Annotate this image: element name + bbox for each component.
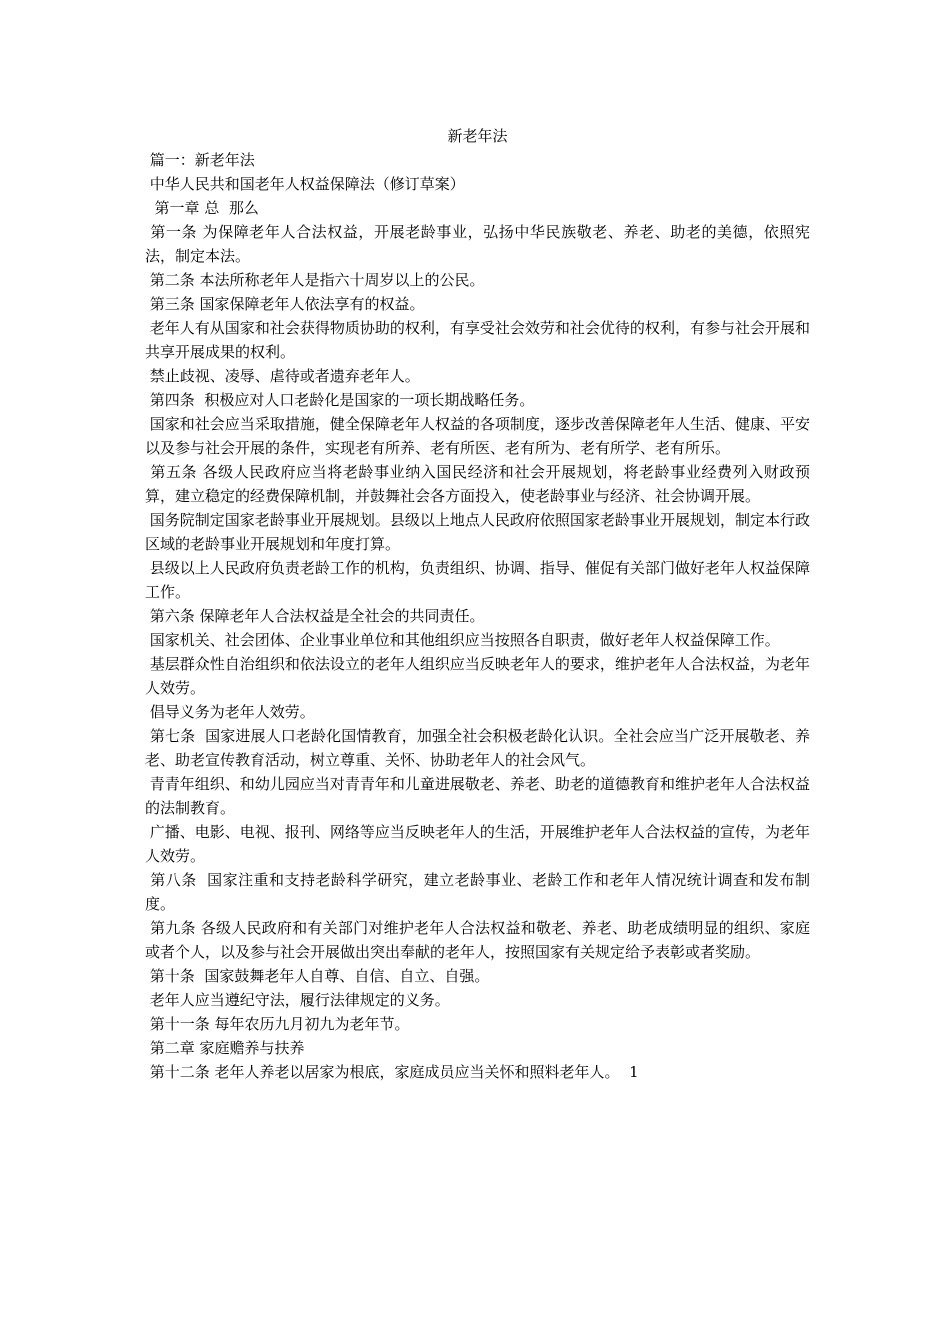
paragraph: 第十二条 老年人养老以居家为根底，家庭成员应当关怀和照料老年人。 1 bbox=[145, 1063, 639, 1081]
document-body bbox=[145, 148, 810, 1084]
paragraph: 国务院制定国家老龄事业开展规划。县级以上地点人民政府依照国家老龄事业开展规划，制定本行政区域的老龄事业开展规划和年度打算。 bbox=[145, 511, 810, 553]
paragraph: 老年人有从国家和社会获得物质协助的权利，有享受社会效劳和社会优待的权利，有参与社会开展和共享开展成果的权利。 bbox=[145, 319, 810, 361]
paragraph: 国家机关、社会团体、企业事业单位和其他组织应当按照各自职责，做好老年人权益保障工作。 bbox=[145, 631, 780, 649]
paragraph: 第三条 国家保障老年人依法享有的权益。 bbox=[145, 295, 425, 313]
paragraph: 篇一：新老年法 bbox=[145, 151, 255, 169]
paragraph: 第二条 本法所称老年人是指六十周岁以上的公民。 bbox=[145, 271, 485, 289]
paragraph: 中华人民共和国老年人权益保障法（修订草案） bbox=[145, 175, 465, 193]
document-title: 新老年法 bbox=[447, 127, 508, 145]
chapter-heading: 第二章 家庭赡养与扶养 bbox=[145, 1039, 305, 1057]
paragraph: 第十条 国家鼓舞老年人自尊、自信、自立、自强。 bbox=[145, 967, 490, 985]
document-page bbox=[145, 124, 810, 1084]
paragraph: 第五条 各级人民政府应当将老龄事业纳入国民经济和社会开展规划，将老龄事业经费列入财政预算，建立稳定的经费保障机制，并鼓舞社会各方面投入，使老龄事业与经济、社会协调开展。 bbox=[145, 463, 810, 505]
paragraph: 广播、电影、电视、报刊、网络等应当反映老年人的生活，开展维护老年人合法权益的宣传，为老年人效劳。 bbox=[145, 823, 810, 865]
paragraph: 县级以上人民政府负责老龄工作的机构，负责组织、协调、指导、催促有关部门做好老年人权益保障工作。 bbox=[145, 559, 810, 601]
paragraph: 老年人应当遵纪守法，履行法律规定的义务。 bbox=[145, 991, 450, 1009]
paragraph: 青青年组织、和幼儿园应当对青青年和儿童进展敬老、养老、助老的道德教育和维护老年人合法权益的法制教育。 bbox=[145, 775, 810, 817]
paragraph: 国家和社会应当采取措施，健全保障老年人权益的各项制度，逐步改善保障老年人生活、健康、平安以及参与社会开展的条件，实现老有所养、老有所医、老有所为、老有所学、老有所乐。 bbox=[145, 415, 810, 457]
paragraph: 第四条 积极应对人口老龄化是国家的一项长期战略任务。 bbox=[145, 391, 535, 409]
paragraph: 第九条 各级人民政府和有关部门对维护老年人合法权益和敬老、养老、助老成绩明显的组织、家庭或者个人，以及参与社会开展做出突出奉献的老年人，按照国家有关规定给予表彰或者奖励。 bbox=[145, 919, 810, 961]
paragraph: 倡导义务为老年人效劳。 bbox=[145, 703, 315, 721]
paragraph: 第一条 为保障老年人合法权益，开展老龄事业，弘扬中华民族敬老、养老、助老的美德，依照宪法，制定本法。 bbox=[145, 223, 810, 265]
paragraph: 第七条 国家进展人口老龄化国情教育，加强全社会积极老龄化认识。全社会应当广泛开展敬老、养老、助老宣传教育活动，树立尊重、关怀、协助老年人的社会风气。 bbox=[145, 727, 810, 769]
paragraph: 第六条 保障老年人合法权益是全社会的共同责任。 bbox=[145, 607, 485, 625]
paragraph: 第十一条 每年农历九月初九为老年节。 bbox=[145, 1015, 410, 1033]
paragraph: 第八条 国家注重和支持老龄科学研究，建立老龄事业、老龄工作和老年人情况统计调查和发布制度。 bbox=[145, 871, 810, 913]
chapter-heading: 第一章 总 那么 bbox=[145, 199, 259, 217]
paragraph: 禁止歧视、凌辱、虐待或者遗弃老年人。 bbox=[145, 367, 420, 385]
paragraph: 基层群众性自治组织和依法设立的老年人组织应当反映老年人的要求，维护老年人合法权益，为老年人效劳。 bbox=[145, 655, 810, 697]
